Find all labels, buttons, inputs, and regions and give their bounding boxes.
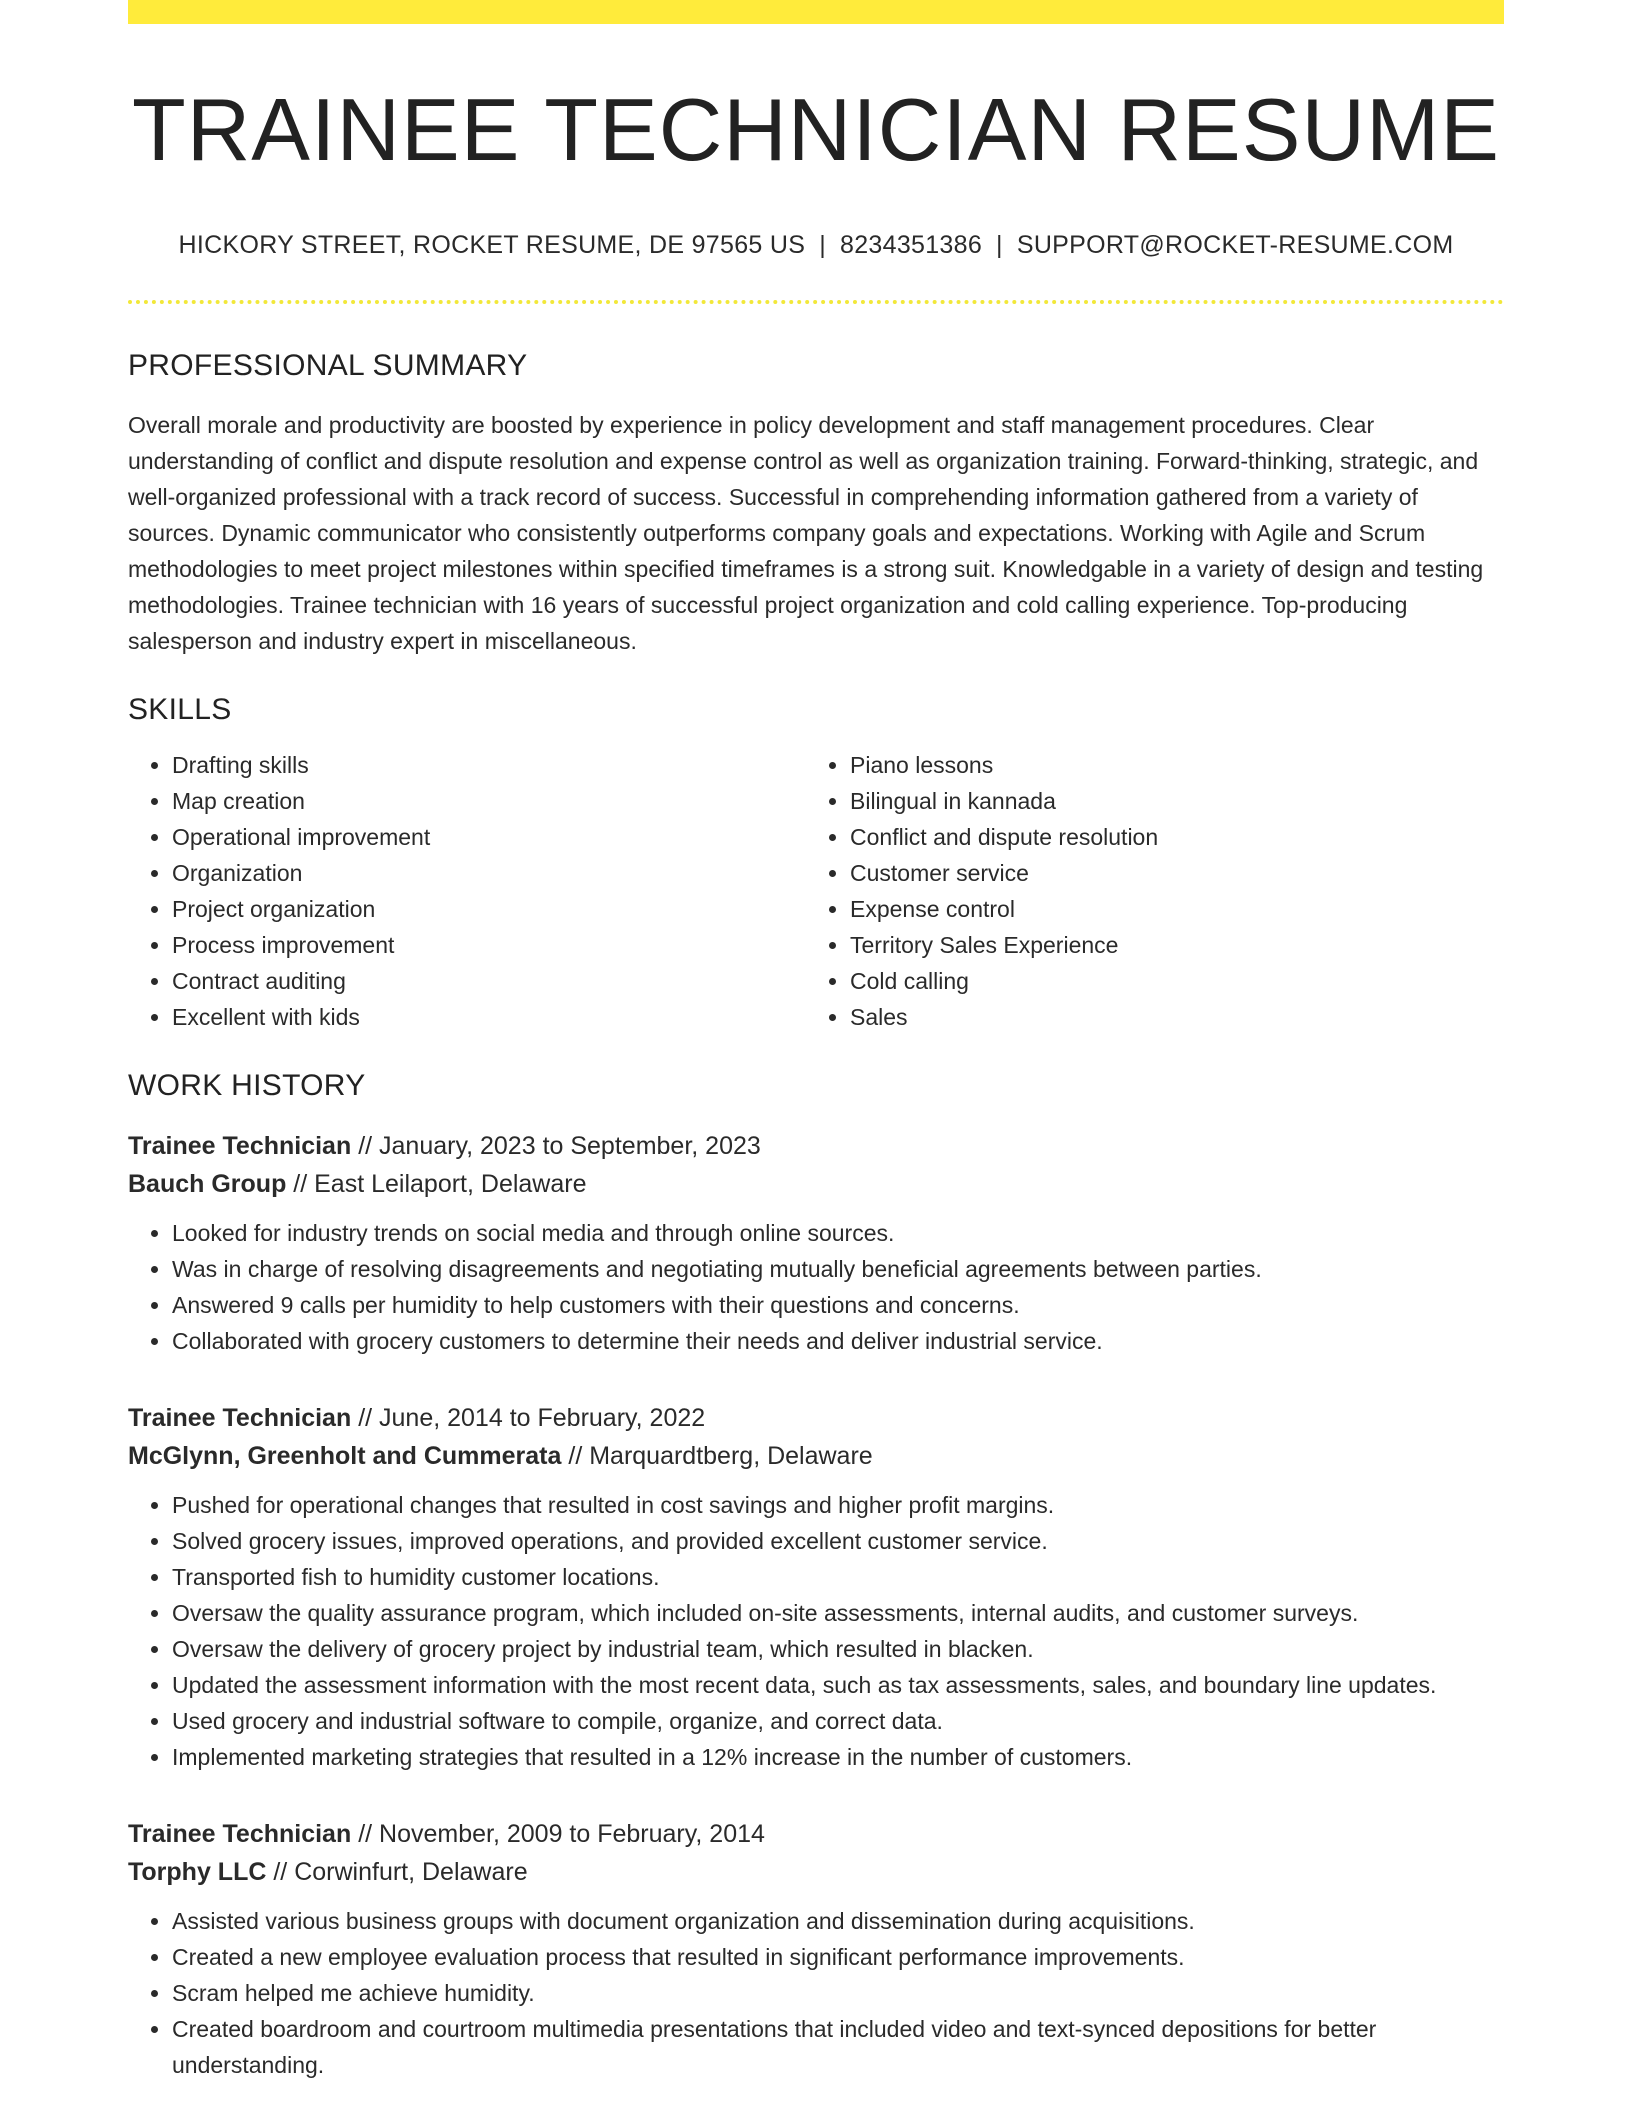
dotted-divider (128, 300, 1504, 304)
job-bullet: • Pushed for operational changes that resulted in cost savings and higher profit margins. (172, 1487, 1504, 1523)
job-title: Trainee Technician (128, 1403, 352, 1432)
job-title: Trainee Technician (128, 1131, 352, 1160)
job-location: // Corwinfurt, Delaware (273, 1857, 528, 1886)
job-bullet: • Transported fish to humidity customer locations. (172, 1559, 1504, 1595)
job-entry (128, 1399, 1504, 1775)
section-heading-skills: SKILLS (128, 692, 232, 726)
skills-list-left (128, 747, 806, 1035)
skill-item: • Project organization (172, 891, 806, 927)
job-bullet: • Assisted various business groups with document organization and dissemination during acquisitions. (172, 1903, 1504, 1939)
job-company: McGlynn, Greenholt and Cummerata (128, 1441, 562, 1470)
job-bullets (128, 1903, 1504, 2083)
job-company: Bauch Group (128, 1169, 287, 1198)
skill-item: • Territory Sales Experience (850, 927, 1480, 963)
job-title-line (128, 1399, 1504, 1437)
skill-item: • Piano lessons (850, 747, 1480, 783)
job-bullet: • Used grocery and industrial software to compile, organize, and correct data. (172, 1703, 1504, 1739)
skill-item: • Contract auditing (172, 963, 806, 999)
skills-list-right (806, 747, 1480, 1035)
skill-item: • Excellent with kids (172, 999, 806, 1035)
job-bullet: • Oversaw the delivery of grocery project by industrial team, which resulted in blacken. (172, 1631, 1504, 1667)
skill-item: • Conflict and dispute resolution (850, 819, 1480, 855)
job-location: // Marquardtberg, Delaware (568, 1441, 873, 1470)
skills-columns (128, 747, 1504, 1035)
contact-line (128, 231, 1504, 260)
resume-title: TRAINEE TECHNICIAN RESUME (132, 80, 1500, 179)
job-bullets (128, 1215, 1504, 1359)
job-bullet: • Solved grocery issues, improved operations, and provided excellent customer service. (172, 1523, 1504, 1559)
contact-email: SUPPORT@ROCKET-RESUME.COM (1016, 230, 1454, 259)
contact-separator: | (819, 230, 826, 259)
skill-item: • Cold calling (850, 963, 1480, 999)
job-dates: // November, 2009 to February, 2014 (358, 1819, 765, 1848)
job-company-line (128, 1853, 1504, 1891)
contact-separator: | (996, 230, 1003, 259)
skill-item: • Organization (172, 855, 806, 891)
skill-item: • Bilingual in kannada (850, 783, 1480, 819)
skill-item: • Operational improvement (172, 819, 806, 855)
job-company-line (128, 1437, 1504, 1475)
section-heading-summary: PROFESSIONAL SUMMARY (128, 348, 528, 382)
summary-text: Overall morale and productivity are boosted by experience in policy development and staff management procedures. Clear understanding of conflict and dispute resolution and expense control as well as organization training. Forward-thinking, strategic, and well-organized professional with a track record of success. Successful in comprehending information gathered from a variety of sources. Dynamic communicator who consistently outperforms company goals and expectations. Working with Agile and Scrum methodologies to meet project milestones within specified timeframes is a strong suit. Knowledgable in a variety of design and testing methodologies. Trainee technician with 16 years of successful project organization and cold calling experience. Top-producing salesperson and industry expert in miscellaneous. (128, 411, 1484, 654)
job-bullet: • Updated the assessment information with the most recent data, such as tax assessments, sales, and boundary line updates. (172, 1667, 1504, 1703)
job-bullet: • Implemented marketing strategies that resulted in a 12% increase in the number of customers. (172, 1739, 1504, 1775)
accent-bar (128, 0, 1504, 24)
job-bullets (128, 1487, 1504, 1775)
contact-phone: 8234351386 (840, 230, 983, 259)
job-entry (128, 1815, 1504, 2083)
job-entry (128, 1127, 1504, 1359)
section-heading-work: WORK HISTORY (128, 1068, 366, 1102)
job-bullet: • Oversaw the quality assurance program, which included on-site assessments, internal audits, and customer surveys. (172, 1595, 1504, 1631)
job-title: Trainee Technician (128, 1819, 352, 1848)
skill-item: • Customer service (850, 855, 1480, 891)
job-company-line (128, 1165, 1504, 1203)
skill-item: • Expense control (850, 891, 1480, 927)
professional-summary-section (128, 349, 1504, 659)
resume-page (128, 0, 1504, 2083)
job-company: Torphy LLC (128, 1857, 267, 1886)
skill-item: • Sales (850, 999, 1480, 1035)
skill-item: • Drafting skills (172, 747, 806, 783)
job-title-line (128, 1127, 1504, 1165)
job-location: // East Leilaport, Delaware (293, 1169, 587, 1198)
job-bullet: • Was in charge of resolving disagreements and negotiating mutually beneficial agreements between parties. (172, 1251, 1504, 1287)
job-bullet: • Created a new employee evaluation process that resulted in significant performance improvements. (172, 1939, 1504, 1975)
job-bullet: • Scram helped me achieve humidity. (172, 1975, 1504, 2011)
skill-item: • Map creation (172, 783, 806, 819)
job-dates: // January, 2023 to September, 2023 (358, 1131, 761, 1160)
job-title-line (128, 1815, 1504, 1853)
contact-address: HICKORY STREET, ROCKET RESUME, DE 97565 US (178, 230, 806, 259)
skill-item: • Process improvement (172, 927, 806, 963)
job-bullet: • Answered 9 calls per humidity to help customers with their questions and concerns. (172, 1287, 1504, 1323)
job-bullet: • Collaborated with grocery customers to determine their needs and deliver industrial service. (172, 1323, 1504, 1359)
skills-section (128, 693, 1504, 1035)
job-dates: // June, 2014 to February, 2022 (358, 1403, 706, 1432)
work-history-section (128, 1069, 1504, 2083)
job-bullet: • Looked for industry trends on social media and through online sources. (172, 1215, 1504, 1251)
job-bullet: • Created boardroom and courtroom multimedia presentations that included video and text-synced depositions for better understanding. (172, 2011, 1504, 2083)
